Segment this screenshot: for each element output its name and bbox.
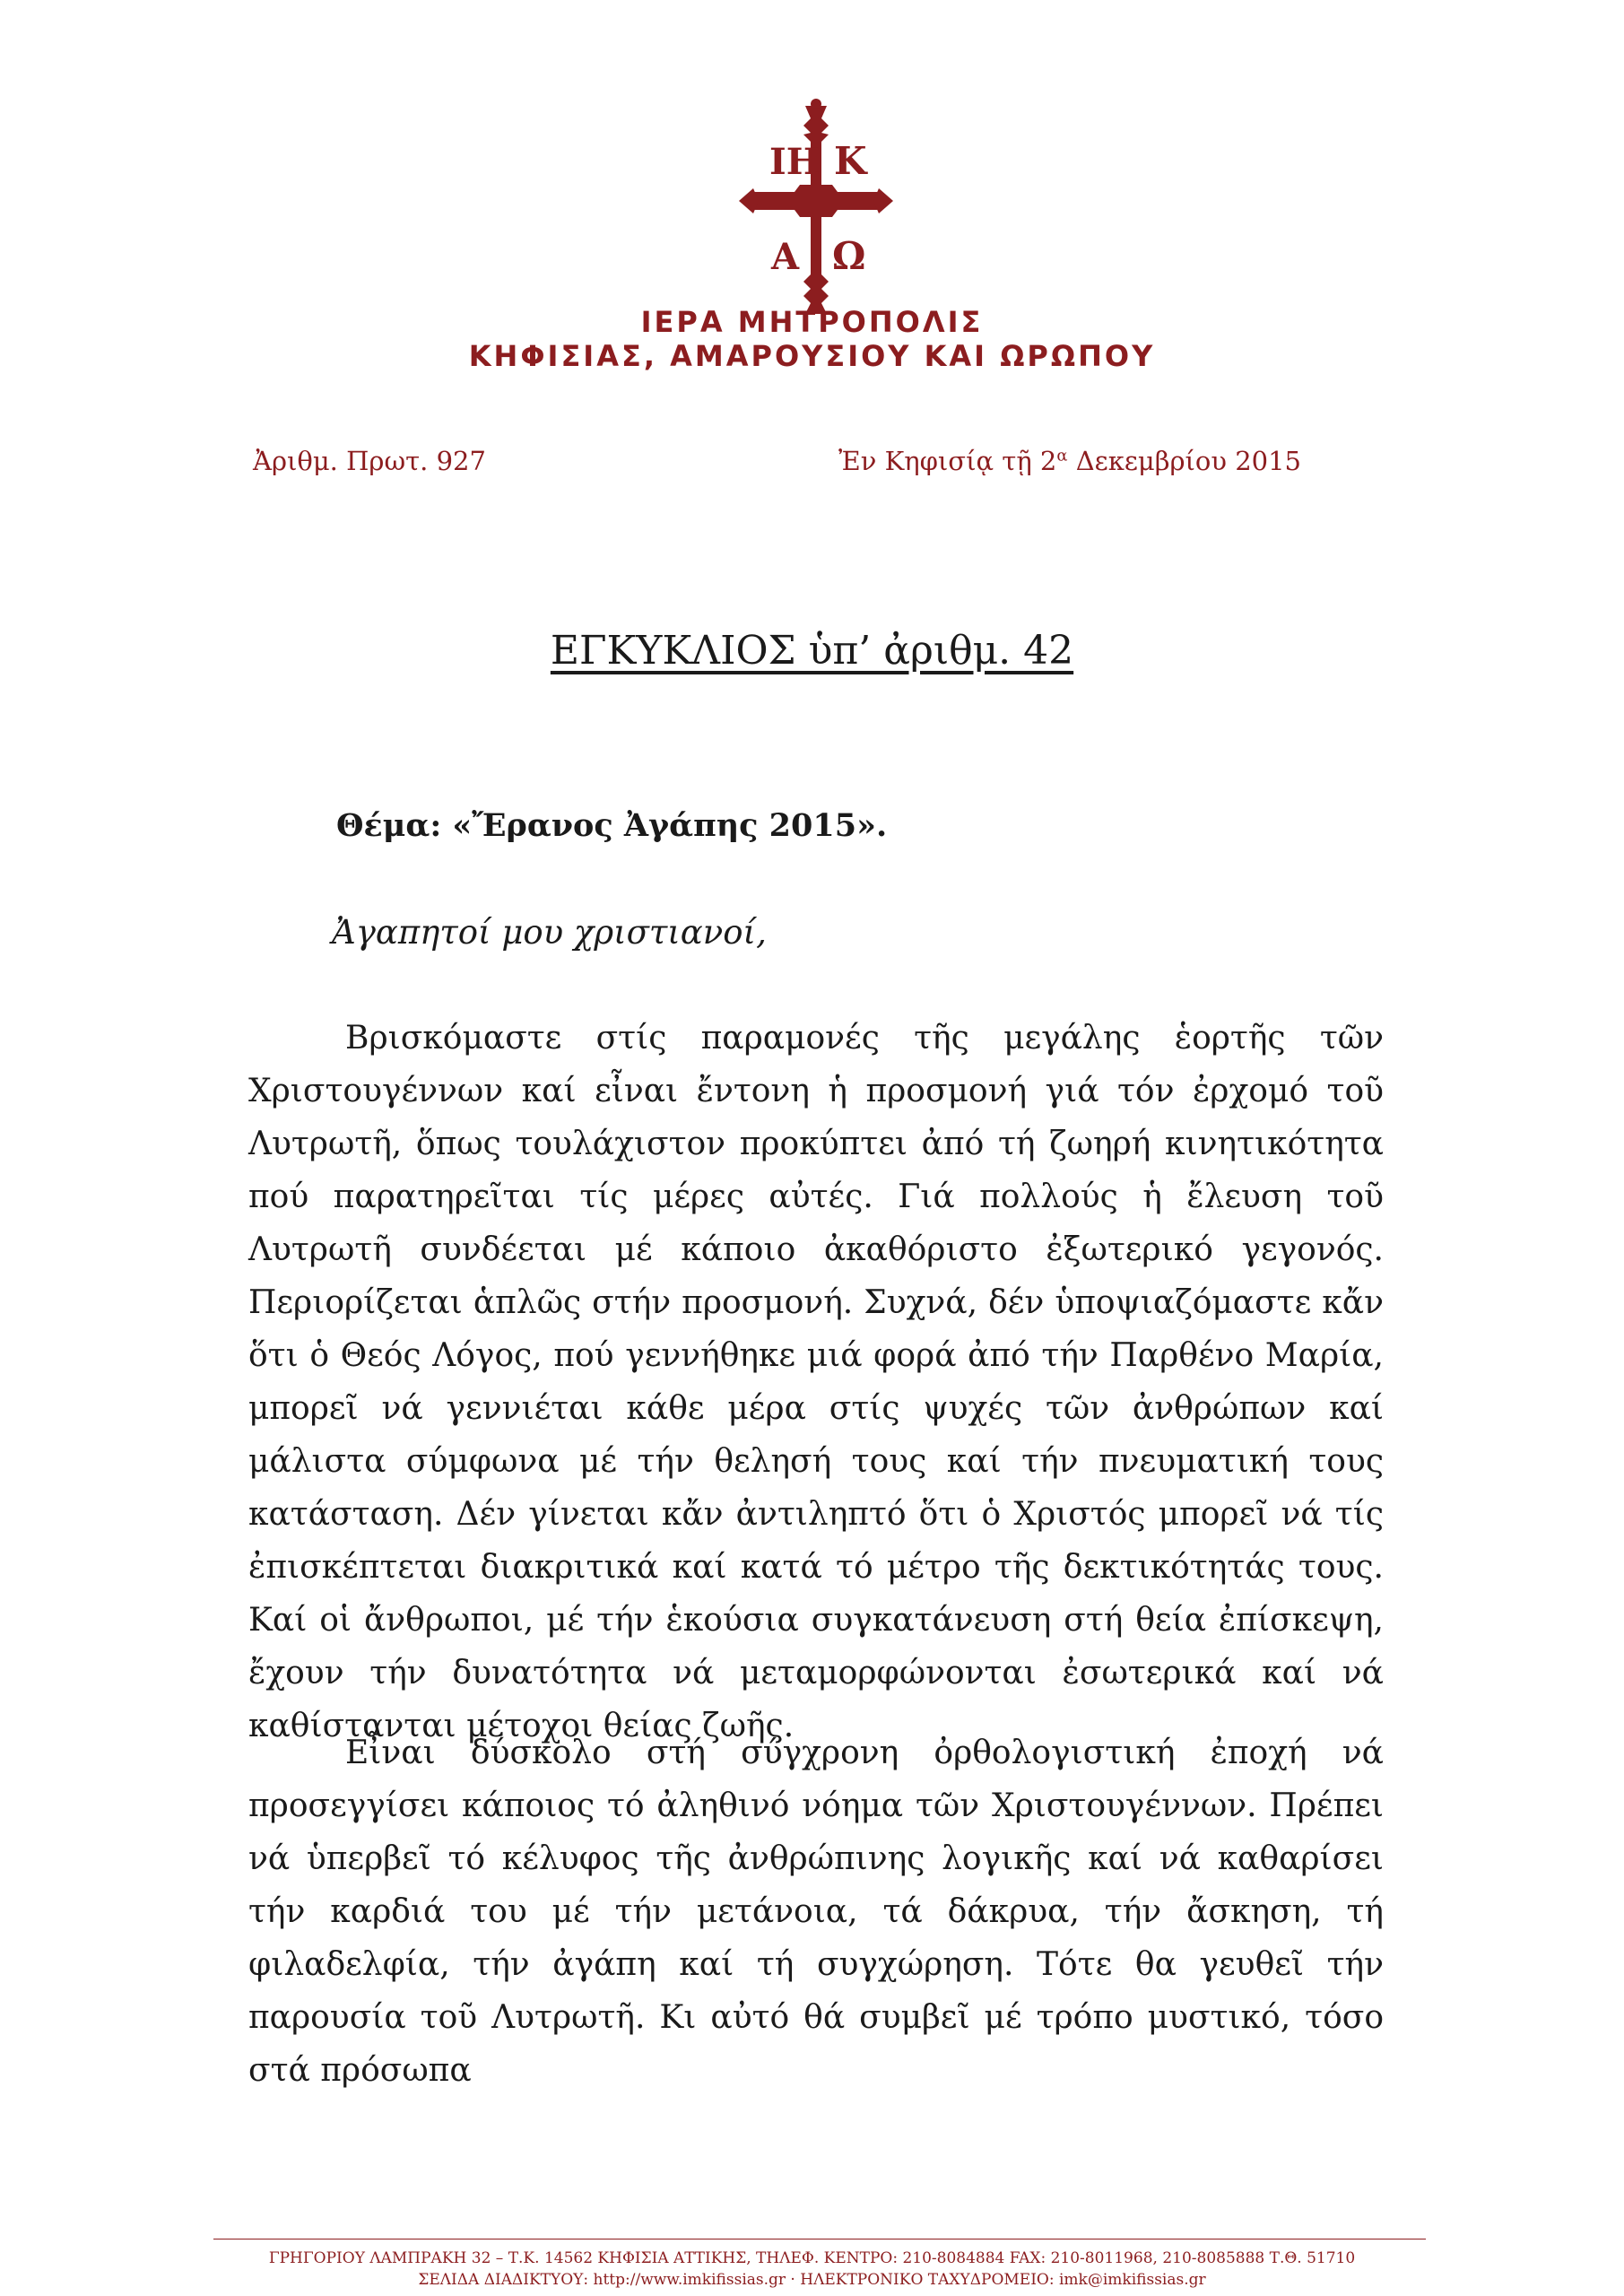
salutation: Ἀγαπητοί μου χριστιανοί, <box>332 913 767 952</box>
emblem-letters-ni: Α <box>771 236 800 278</box>
date-superscript: α <box>1056 446 1068 465</box>
metropolis-name-line2: ΚΗΦΙΣΙΑΣ, ΑΜΑΡΟΥΣΙΟΥ ΚΑΙ ΩΡΩΠΟΥ <box>468 339 1156 373</box>
emblem-letters-ka: Ω <box>832 234 866 278</box>
footer-contact: ΣΕΛΙΔΑ ΔΙΑΔΙΚΤΥΟΥ: http://www.imkifissias.gr · ΗΛΕΚΤΡΟΝΙΚΟ ΤΑΧΥΔΡΟΜΕΙΟ: imk@imkifissias.gr <box>418 2271 1206 2289</box>
date-suffix: Δεκεμβρίου 2015 <box>1067 446 1301 476</box>
body-paragraph-1: Βρισκόμαστε στίς παραμονές τῆς μεγάλης ἑορτῆς τῶν Χριστουγέννων καί εἶναι ἔντονη ἡ προσμονή γιά τόν ἐρχομό τοῦ Λυτρωτῆ, ὅπως τουλάχιστον προκύπτει ἀπό τή ζωηρή κινητικότητα πού παρατηρεῖται τίς μέρες αὐτές. Γιά πολλούς ἡ ἔλευση τοῦ Λυτρωτῆ συνδέεται μέ κάποιο ἀκαθόριστο ἐξωτερικό γεγονός. Περιορίζεται ἁπλῶς στήν προσμονή. Συχνά, δέν ὑποψιαζόμαστε κἄν ὅτι ὁ Θεός Λόγος, πού γεννήθηκε μιά φορά ἀπό τήν Παρθένο Μαρία, μπορεῖ νά γεννιέται κάθε μέρα στίς ψυχές τῶν ἀνθρώπων καί μάλιστα σύμφωνα μέ τήν θελησή τους καί τήν πνευματική τους κατάσταση. Δέν γίνεται κἄν ἀντιληπτό ὅτι ὁ Χριστός μπορεῖ νά τίς ἐπισκέπτεται διακριτικά καί κατά τό μέτρο τῆς δεκτικότητάς τους. Καί οἱ ἄνθρωποι, μέ τήν ἑκούσια συγκατάνευση στή θεία ἐπίσκεψη, ἔχουν τήν δυνατότητα νά μεταμορφώνονται ἐσωτερικά καί νά καθίστανται μέτοχοι θείας ζωῆς. <box>248 1020 1384 1744</box>
encyclical-title: ΕΓΚΥΚΛΙΟΣ ὑπ’ ἀριθμ. 42 <box>550 628 1074 674</box>
date-prefix: Ἐν Κηφισίᾳ τῇ 2 <box>838 446 1057 476</box>
metropolis-name-line1: ΙΕΡΑ ΜΗΤΡΟΠΟΛΙΣ <box>640 305 984 339</box>
body-paragraph-2: Εἶναι δύσκολο στή σύγχρονη ὀρθολογιστική ἐποχή νά προσεγγίσει κάποιος τό ἀληθινό νόημα τῶν Χριστουγέννων. Πρέπει νά ὑπερβεῖ τό κέλυφος τῆς ἀνθρώπινης λογικῆς καί νά καθαρίσει τήν καρδιά του μέ τήν μετάνοια, τά δάκρυα, τήν ἄσκηση, τή φιλαδελφία, τήν ἀγάπη καί τή συγχώρηση. Τότε θα γευθεῖ τήν παρουσία τοῦ Λυτρωτῆ. Κι αὐτό θά συμβεῖ μέ τρόπο μυστικό, τόσο στά πρόσωπα <box>248 1735 1384 2089</box>
orthodox-cross-icon <box>735 99 897 318</box>
emblem-letters-ic: ΙΗ <box>769 141 821 183</box>
subject-line: Θέμα: «Ἔρανος Ἀγάπης 2015». <box>336 807 888 844</box>
footer-address: ΓΡΗΓΟΡΙΟΥ ΛΑΜΠΡΑΚΗ 32 – Τ.Κ. 14562 ΚΗΦΙΣΙΑ ΑΤΤΙΚΗΣ, ΤΗΛΕΦ. ΚΕΝΤΡΟ: 210-8084884 FAX: 210-8011968, 210-8085888 Τ.Θ. 51710 <box>268 2249 1356 2267</box>
emblem-letters-xc: Κ <box>834 139 867 183</box>
document-date <box>838 446 1301 476</box>
protocol-number: Ἀριθμ. Πρωτ. 927 <box>253 446 486 476</box>
